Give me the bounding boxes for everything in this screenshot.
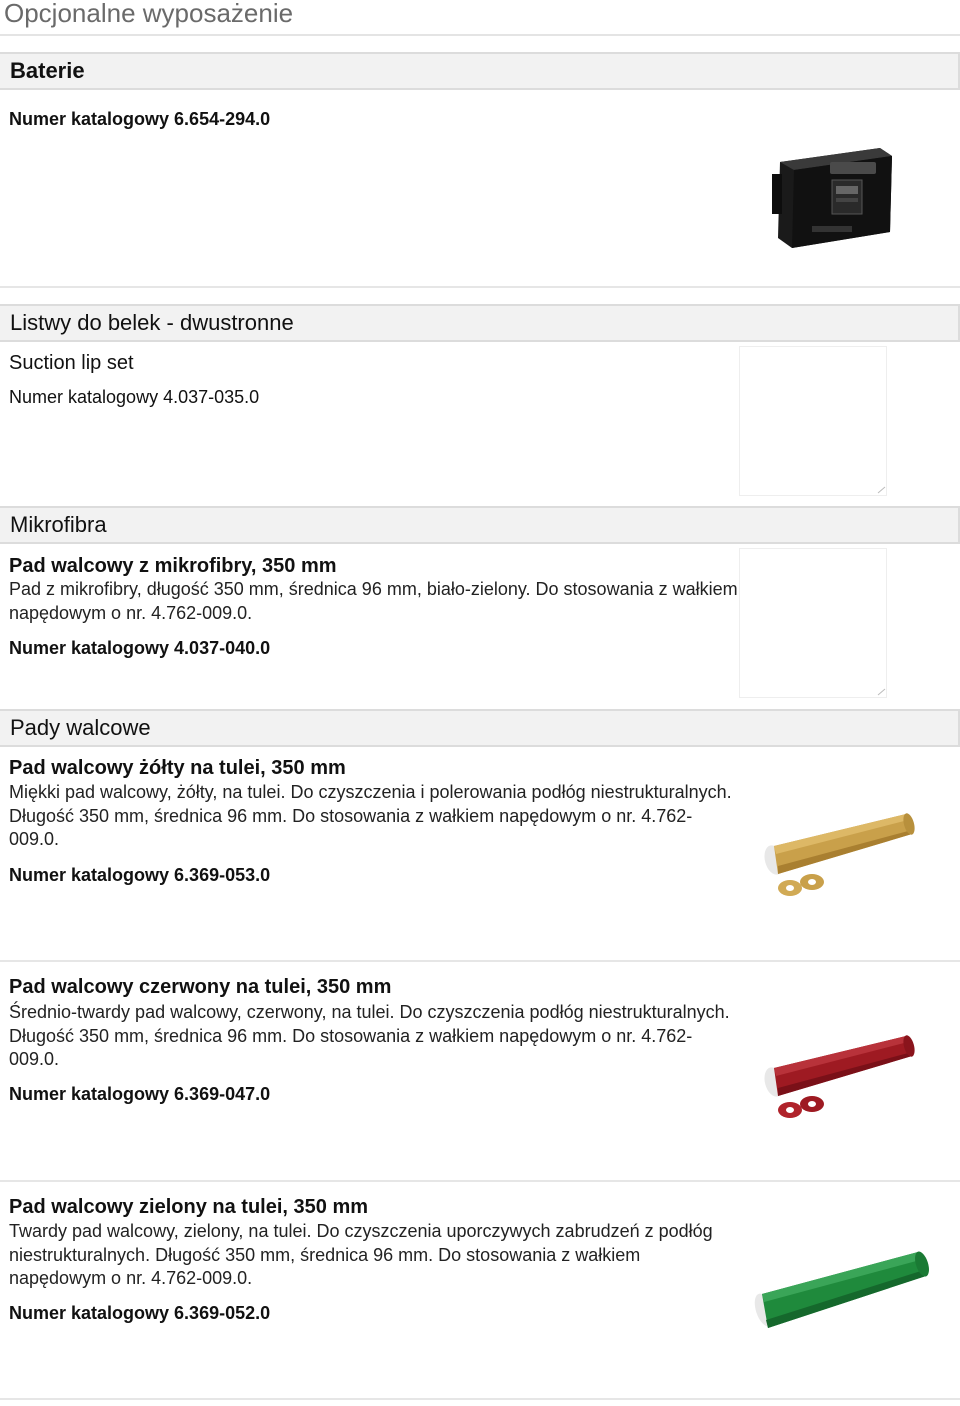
item-divider [0,1180,960,1182]
section-heading-label: Pady walcowe [10,715,151,740]
green-roller-pad-image [750,1240,930,1340]
title-divider [0,34,960,36]
item-title: Suction lip set [9,352,134,374]
item-description: Pad z mikrofibry, długość 350 mm, średnica 96 mm, biało-zielony. Do stosowania z wałkiem napędowym o nr. 4.762-009.0. [9,579,738,623]
yellow-roller-pad-image [760,808,920,904]
catalog-number: Numer katalogowy 6.369-052.0 [9,1303,271,1323]
page-title: Opcjonalne wyposażenie [4,0,294,28]
image-placeholder [739,548,887,698]
catalog-number: Numer katalogowy 4.037-035.0 [9,387,260,407]
item-divider [0,960,960,962]
item-title: Pad walcowy zielony na tulei, 350 mm [9,1196,369,1218]
catalog-number: Numer katalogowy 6.654-294.0 [9,109,271,129]
item-description: Miękki pad walcowy, żółty, na tulei. Do czyszczenia i polerowania podłóg niestrukturalnych. Długość 350 mm, średnica 96 mm. Do stosowania z wałkiem napędowym o nr. 4.762-009.0. [9,782,732,849]
image-placeholder [739,346,887,496]
red-roller-pad-image [760,1030,920,1126]
section-heading-label: Mikrofibra [10,512,107,537]
section-heading-baterie [0,52,960,90]
catalog-number: Numer katalogowy 4.037-040.0 [9,638,271,658]
item-title: Pad walcowy żółty na tulei, 350 mm [9,757,346,779]
item-title: Pad walcowy z mikrofibry, 350 mm [9,555,337,577]
catalog-number: Numer katalogowy 6.369-053.0 [9,865,271,885]
item-description: Średnio-twardy pad walcowy, czerwony, na tulei. Do czyszczenia podłóg niestrukturalnych. Długość 350 mm, średnica 96 mm. Do stosowania z wałkiem napędowym o nr. 4.762-009.0. [9,1002,730,1069]
section-divider [0,286,960,288]
catalog-number: Numer katalogowy 6.369-047.0 [9,1084,271,1104]
section-heading-pady-walcowe [0,709,960,747]
battery-pack-image [762,140,902,255]
section-heading-listwy [0,304,960,342]
section-heading-label: Baterie [10,58,85,83]
section-heading-mikrofibra [0,506,960,544]
item-title: Pad walcowy czerwony na tulei, 350 mm [9,976,392,998]
section-heading-label: Listwy do belek - dwustronne [10,310,294,335]
item-description: Twardy pad walcowy, zielony, na tulei. Do czyszczenia uporczywych zabrudzeń z podłóg niestrukturalnych. Długość 350 mm, średnica 96 mm. Do stosowania z wałkiem napędowym o nr. 4.762-009.0. [9,1221,713,1288]
item-divider [0,1398,960,1400]
